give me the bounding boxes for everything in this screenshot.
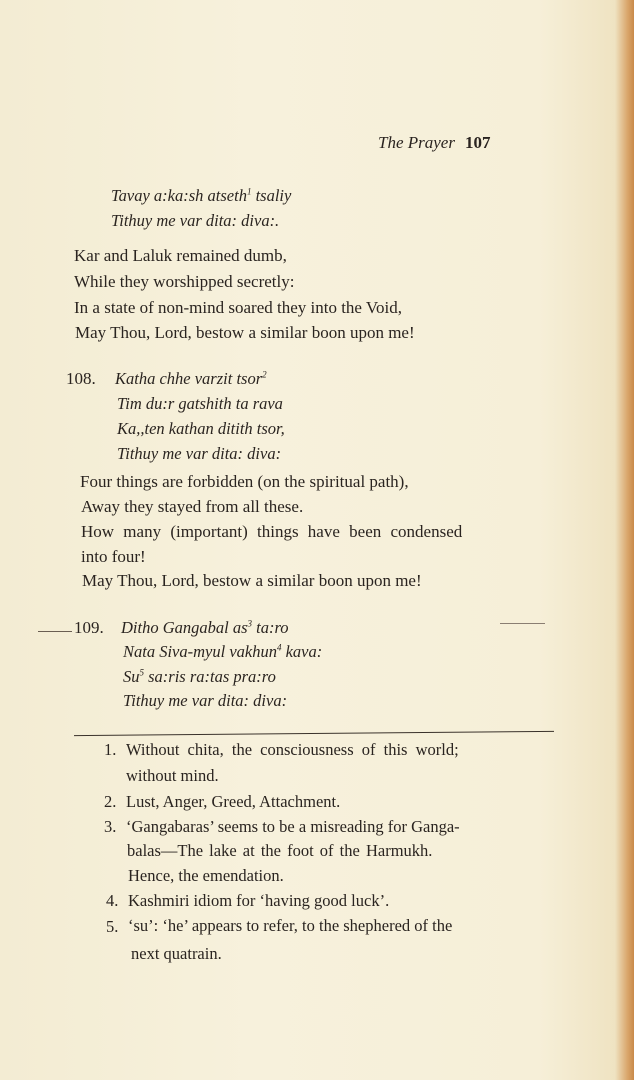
kashmiri-line <box>121 618 289 638</box>
verse-number: 108. <box>66 369 96 388</box>
footnote-ref[interactable]: 2 <box>262 369 267 380</box>
footnote-line: Hence, the emendation. <box>128 866 284 885</box>
page-number: 107 <box>464 133 491 152</box>
kashmiri-line: Tithuy me var dita: diva:. <box>111 211 280 230</box>
text: tsaliy <box>255 186 292 205</box>
kashmiri-line <box>123 667 276 687</box>
verse-number: 109. <box>74 618 104 637</box>
kashmiri-line: Ka,,ten kathan ditith tsor, <box>117 419 285 438</box>
text: Ditho Gangabal as <box>121 618 248 637</box>
kashmiri-line <box>111 186 291 206</box>
footnote-line: Without chita, the consciousness of this world; <box>126 740 459 759</box>
english-line: Away they stayed from all these. <box>81 497 304 516</box>
footnote-ref[interactable]: 4 <box>276 642 282 653</box>
footnote-ref[interactable]: 3 <box>247 618 253 629</box>
text: ta:ro <box>252 618 289 637</box>
kashmiri-line <box>123 642 322 662</box>
english-line: How many (important) things have been condensed <box>81 522 463 541</box>
footnote-line: balas—The lake at the foot of the Harmukh. <box>127 841 433 860</box>
text: Katha chhe varzit tsor <box>115 369 263 388</box>
footnote-ref[interactable]: 1 <box>246 186 252 197</box>
kashmiri-line <box>115 369 267 389</box>
kashmiri-line: Tim du:r gatshith ta rava <box>117 394 283 413</box>
footnote-number: 2. <box>104 792 117 811</box>
footnote-line: ‘su’: ‘he’ appears to refer, to the shephered of the <box>128 916 453 935</box>
footnote-line: next quatrain. <box>131 944 222 963</box>
footnote-divider <box>74 731 554 736</box>
footnote-line: Lust, Anger, Greed, Attachment. <box>126 792 341 811</box>
english-line: In a state of non-mind soared they into the Void, <box>74 298 402 317</box>
footnote-number: 4. <box>106 891 119 910</box>
scan-mark <box>38 631 72 632</box>
footnote-number: 1. <box>104 740 117 759</box>
kashmiri-line: Tithuy me var dita: diva: <box>123 691 288 710</box>
text: kava: <box>281 642 323 661</box>
footnote-line: Kashmiri idiom for ‘having good luck’. <box>128 891 390 910</box>
text: Su <box>123 667 140 686</box>
footnote-number: 5. <box>106 917 119 936</box>
footnote-number: 3. <box>104 817 117 836</box>
scan-mark <box>500 623 545 624</box>
english-line: Kar and Laluk remained dumb, <box>74 246 287 265</box>
text: Tavay a:ka:sh atseth <box>111 186 247 205</box>
kashmiri-line: Tithuy me var dita: diva: <box>117 444 282 463</box>
footnote-line: without mind. <box>126 766 219 785</box>
english-line: into four! <box>81 547 146 566</box>
running-header <box>378 133 490 153</box>
footnote-ref[interactable]: 5 <box>139 667 144 678</box>
english-line: May Thou, Lord, bestow a similar boon upon me! <box>75 323 415 342</box>
english-line: May Thou, Lord, bestow a similar boon upon me! <box>82 571 422 590</box>
text: Nata Siva-myul vakhun <box>123 642 277 661</box>
footnote-line: ‘Gangabaras’ seems to be a misreading for Ganga- <box>126 817 460 836</box>
english-line: Four things are forbidden (on the spiritual path), <box>80 472 409 491</box>
text: sa:ris ra:tas pra:ro <box>144 667 276 686</box>
running-title: The Prayer <box>378 133 455 152</box>
english-line: While they worshipped secretly: <box>74 272 295 291</box>
